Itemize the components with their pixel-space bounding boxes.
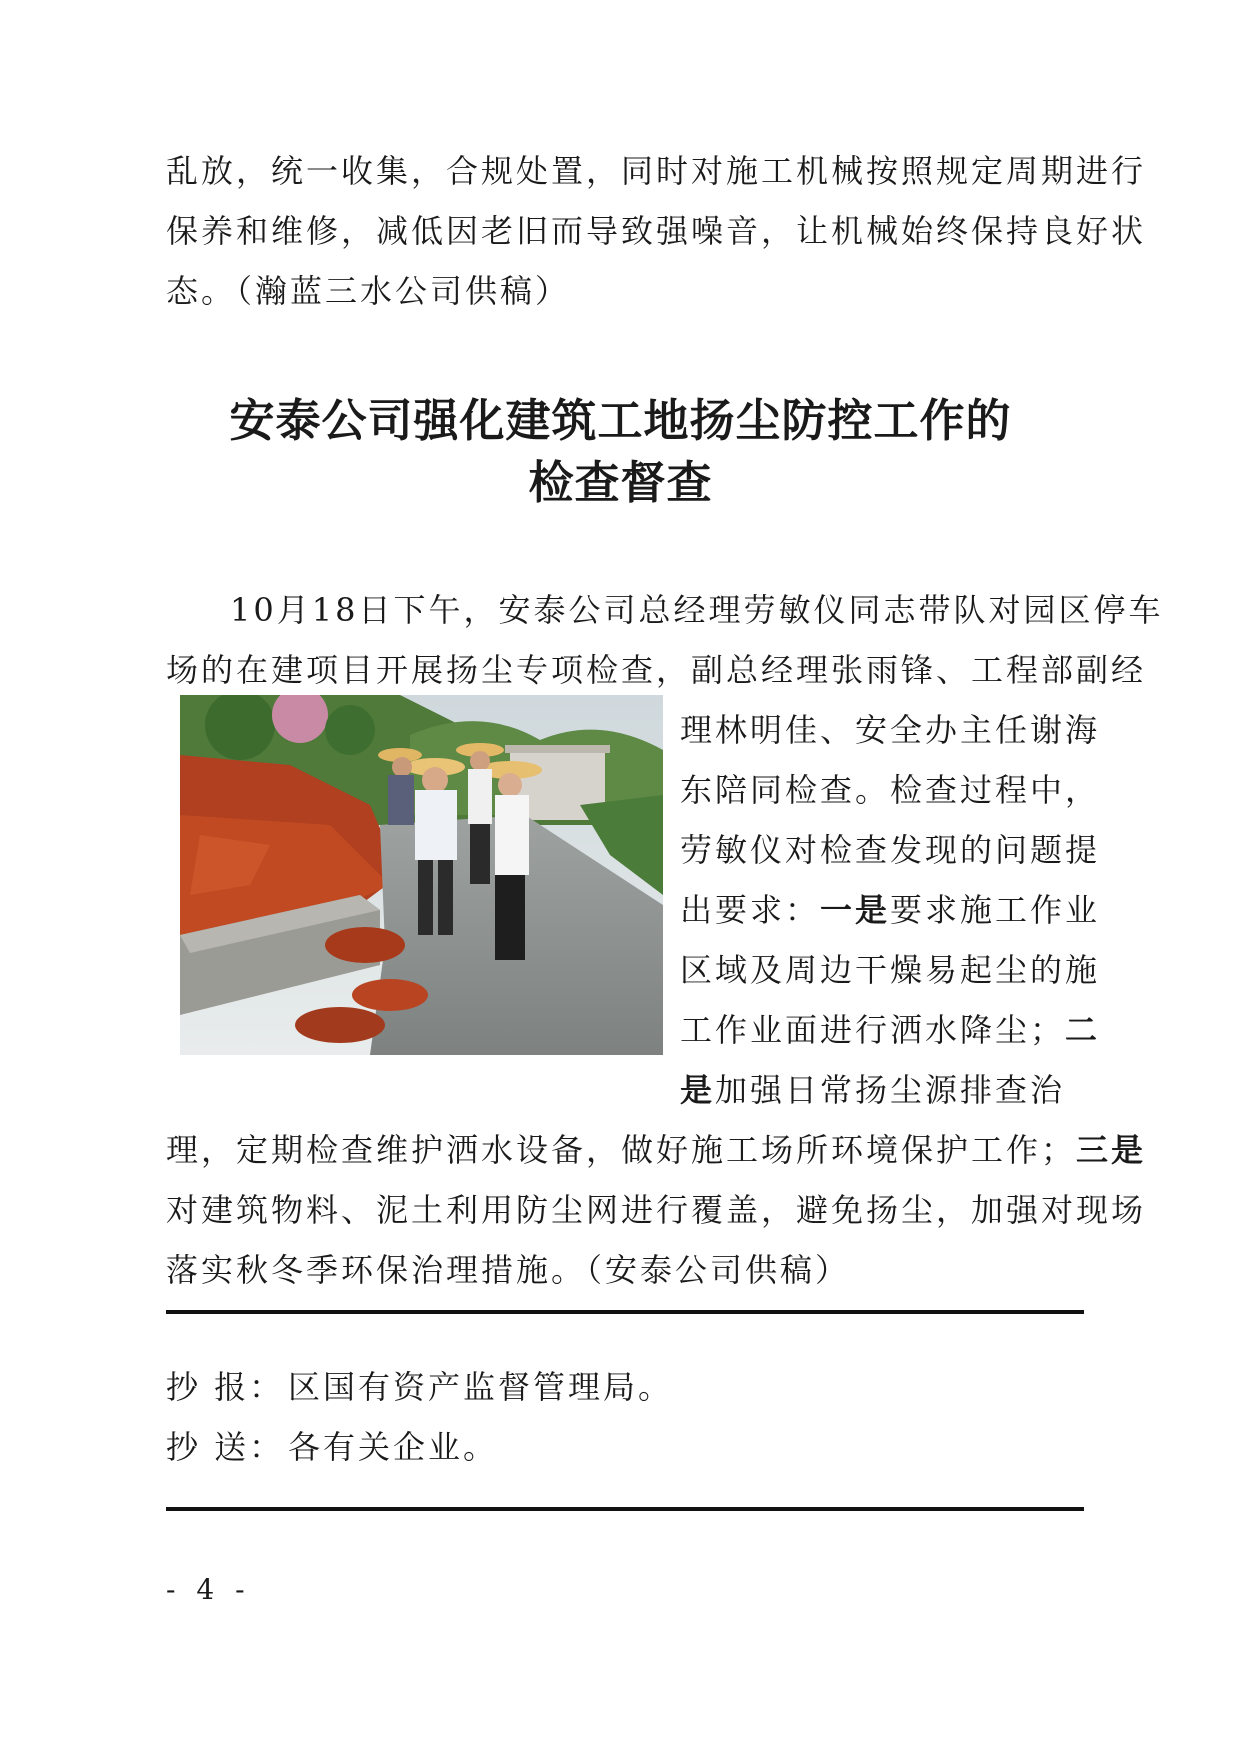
wrap-line-4 [680,890,1100,930]
wrap-line-6 [680,1010,1100,1050]
article-title-line-1: 安泰公司强化建筑工地扬尘防控工作的 [229,394,1012,447]
wrap-line-2: 东陪同检查。检查过程中， [680,771,1101,809]
wrap-line-5: 区域及周边干燥易起尘的施 [680,951,1101,989]
tail-line-3: 落实秋冬季环保治理措施。（安泰公司供稿） [166,1251,851,1289]
point-two-label-part-2: 是 [680,1071,716,1109]
wrap-line-1: 理林明佳、安全办主任谢海 [680,711,1101,749]
para-line-2: 场的在建项目开展扬尘专项检查，副总经理张雨锋、工程部副经 [166,651,1147,689]
wrap-line-6-prefix: 工作业面进行洒水降尘； [680,1011,1066,1049]
wrap-line-4-prefix: 出要求： [680,891,821,929]
tail-line-2: 对建筑物料、泥土利用防尘网进行覆盖，避免扬尘，加强对现场 [166,1191,1147,1229]
intro-line-3: 态。（瀚蓝三水公司供稿） [166,272,571,310]
footer-top-rule [166,1310,1084,1314]
cc-report-label: 抄 报： [166,1368,285,1406]
cc-report-text: 区国有资产监督管理局。 [288,1368,674,1406]
point-three-label: 三是 [1076,1131,1147,1169]
tail-line-1-prefix: 理，定期检查维护洒水设备，做好施工场所环境保护工作； [166,1131,1077,1169]
intro-line-1: 乱放，统一收集，合规处置，同时对施工机械按照规定周期进行 [166,152,1147,190]
wrap-line-4-suffix: 要求施工作业 [890,891,1101,929]
intro-line-2: 保养和维修，减低因老旧而导致强噪音，让机械始终保持良好状 [166,212,1147,250]
point-two-label-part-1: 二 [1065,1011,1101,1049]
point-one-label: 一是 [820,891,891,929]
inspection-photo [180,695,663,1055]
wrap-line-3: 劳敏仪对检查发现的问题提 [680,831,1101,869]
cc-send-text: 各有关企业。 [288,1428,499,1466]
page-number: - 4 - [166,1573,251,1606]
tail-line-1 [166,1130,1146,1170]
wrap-line-7-suffix: 加强日常扬尘源排查治 [715,1071,1066,1109]
wrap-line-7 [680,1070,1065,1110]
para-line-1: 10月18日下午，安泰公司总经理劳敏仪同志带队对园区停车 [230,591,1164,629]
footer-bottom-rule [166,1507,1084,1511]
cc-send-label: 抄 送： [166,1428,285,1466]
article-title-line-2: 检查督查 [528,456,713,509]
